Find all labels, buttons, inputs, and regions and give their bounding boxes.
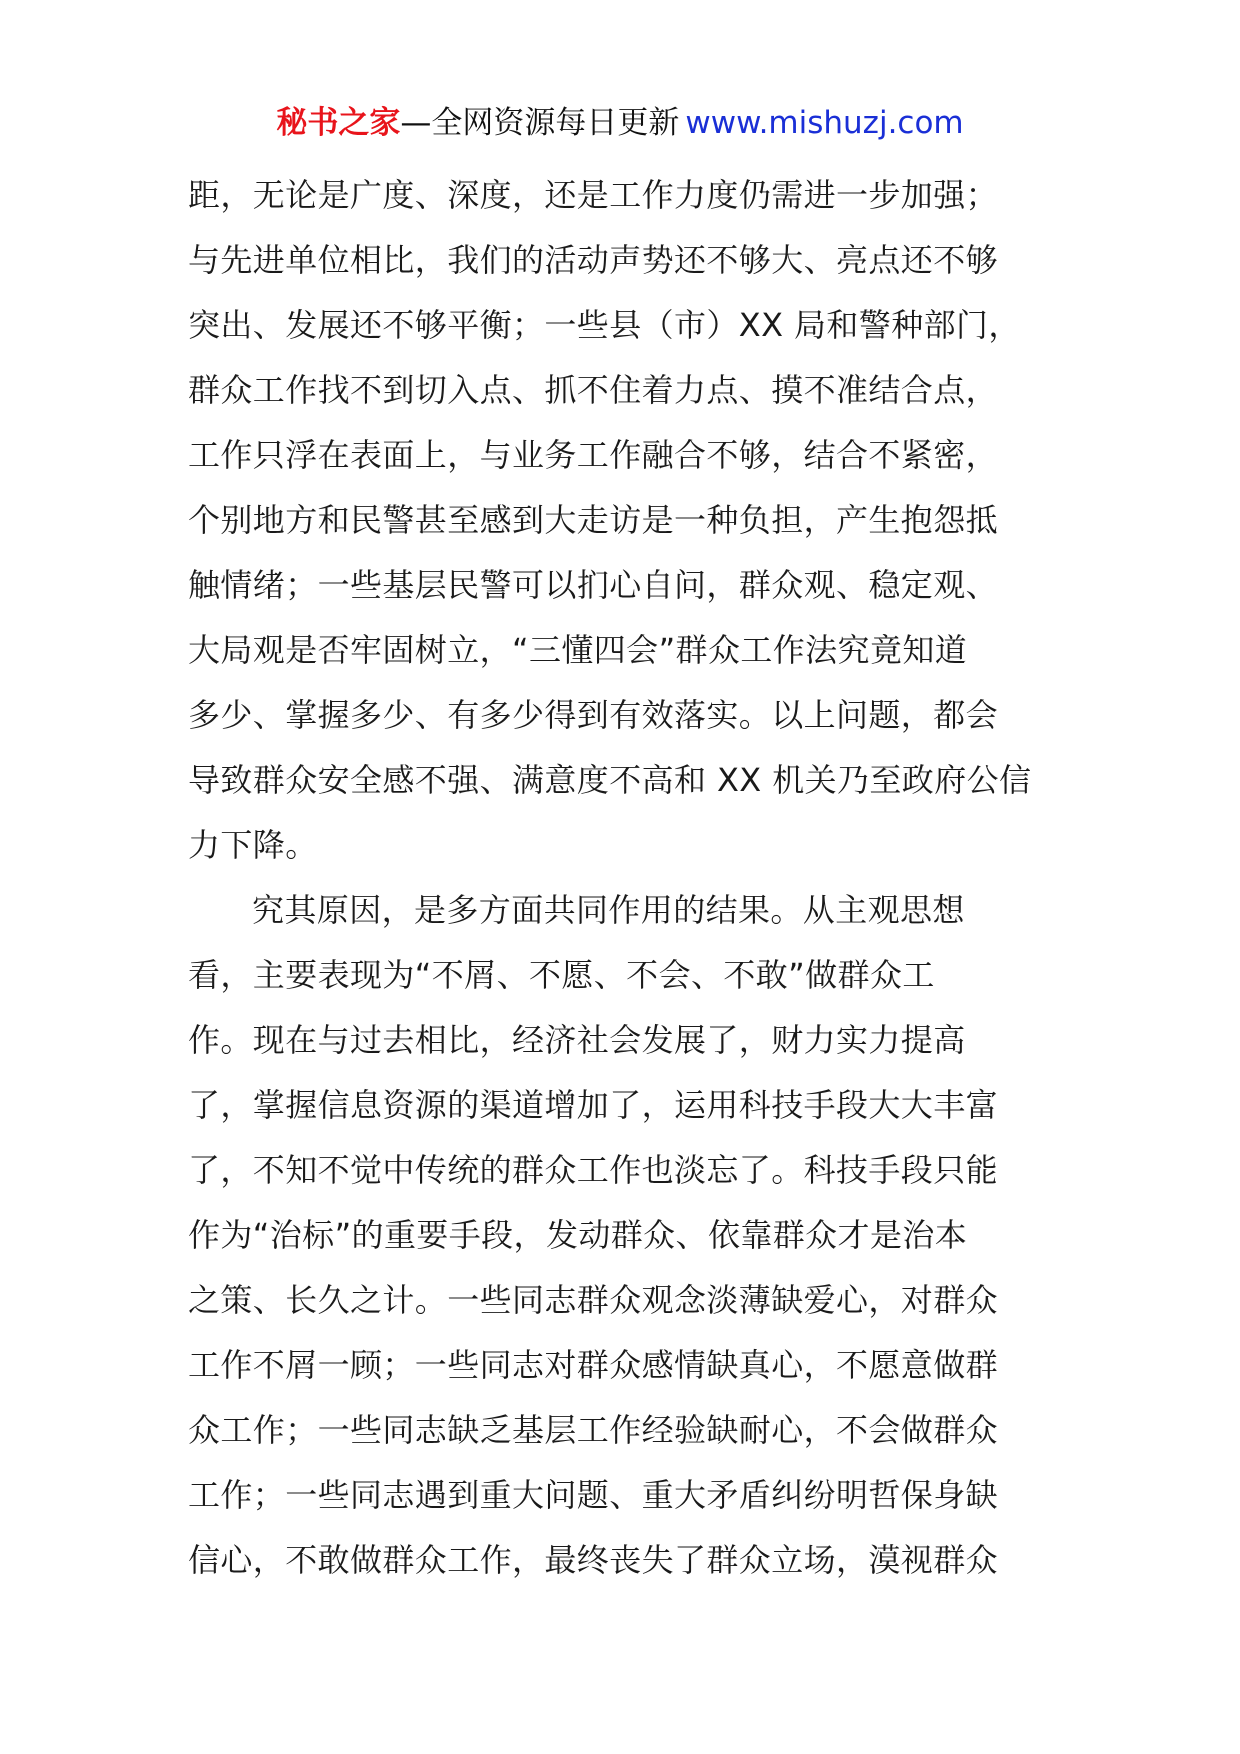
site-url-link[interactable]: www.mishuzj.com [685, 105, 964, 141]
brand-name: 秘书之家 [276, 105, 401, 141]
text-line: 了，不知不觉中传统的群众工作也淡忘了。科技手段只能 [188, 1151, 999, 1189]
text-line: 群众工作找不到切入点、抓不住着力点、摸不准结合点， [188, 371, 999, 409]
document-body [188, 163, 1054, 1593]
text-line: 大局观是否牢固树立，“三懂四会”群众工作法究竟知道 [188, 631, 968, 669]
brand-tagline: —全网资源每日更新 [400, 105, 680, 141]
text-line: 作为“治标”的重要手段，发动群众、依靠群众才是治本 [188, 1216, 968, 1254]
text-line: 与先进单位相比，我们的活动声势还不够大、亮点还不够 [188, 241, 999, 279]
text-line: 触情绪；一些基层民警可以扪心自问，群众观、稳定观、 [188, 566, 999, 604]
text-line: 信心，不敢做群众工作，最终丧失了群众立场，漠视群众 [188, 1541, 999, 1579]
text-line: 作。现在与过去相比，经济社会发展了，财力实力提高 [188, 1021, 966, 1059]
text-line: 多少、掌握多少、有多少得到有效落实。以上问题，都会 [188, 696, 999, 734]
text-line: 突出、发展还不够平衡；一些县（市）XX 局和警种部门， [188, 306, 1021, 344]
text-line: 力下降。 [188, 826, 318, 864]
text-line: 工作只浮在表面上，与业务工作融合不够，结合不紧密， [188, 436, 999, 474]
paragraph-first-line: 究其原因，是多方面共同作用的结果。从主观思想 [252, 891, 965, 929]
page-header [0, 100, 1240, 146]
text-line: 距，无论是广度、深度，还是工作力度仍需进一步加强； [188, 176, 999, 214]
text-line: 工作；一些同志遇到重大问题、重大矛盾纠纷明哲保身缺 [188, 1476, 999, 1514]
text-line: 看，主要表现为“不屑、不愿、不会、不敢”做群众工 [188, 956, 935, 994]
text-line: 导致群众安全感不强、满意度不高和 XX 机关乃至政府公信 [188, 761, 1032, 799]
text-line: 个别地方和民警甚至感到大走访是一种负担，产生抱怨抵 [188, 501, 999, 539]
text-line: 众工作；一些同志缺乏基层工作经验缺耐心，不会做群众 [188, 1411, 999, 1449]
text-line: 之策、长久之计。一些同志群众观念淡薄缺爱心，对群众 [188, 1281, 999, 1319]
text-line: 工作不屑一顾；一些同志对群众感情缺真心，不愿意做群 [188, 1346, 999, 1384]
text-line: 了，掌握信息资源的渠道增加了，运用科技手段大大丰富 [188, 1086, 999, 1124]
